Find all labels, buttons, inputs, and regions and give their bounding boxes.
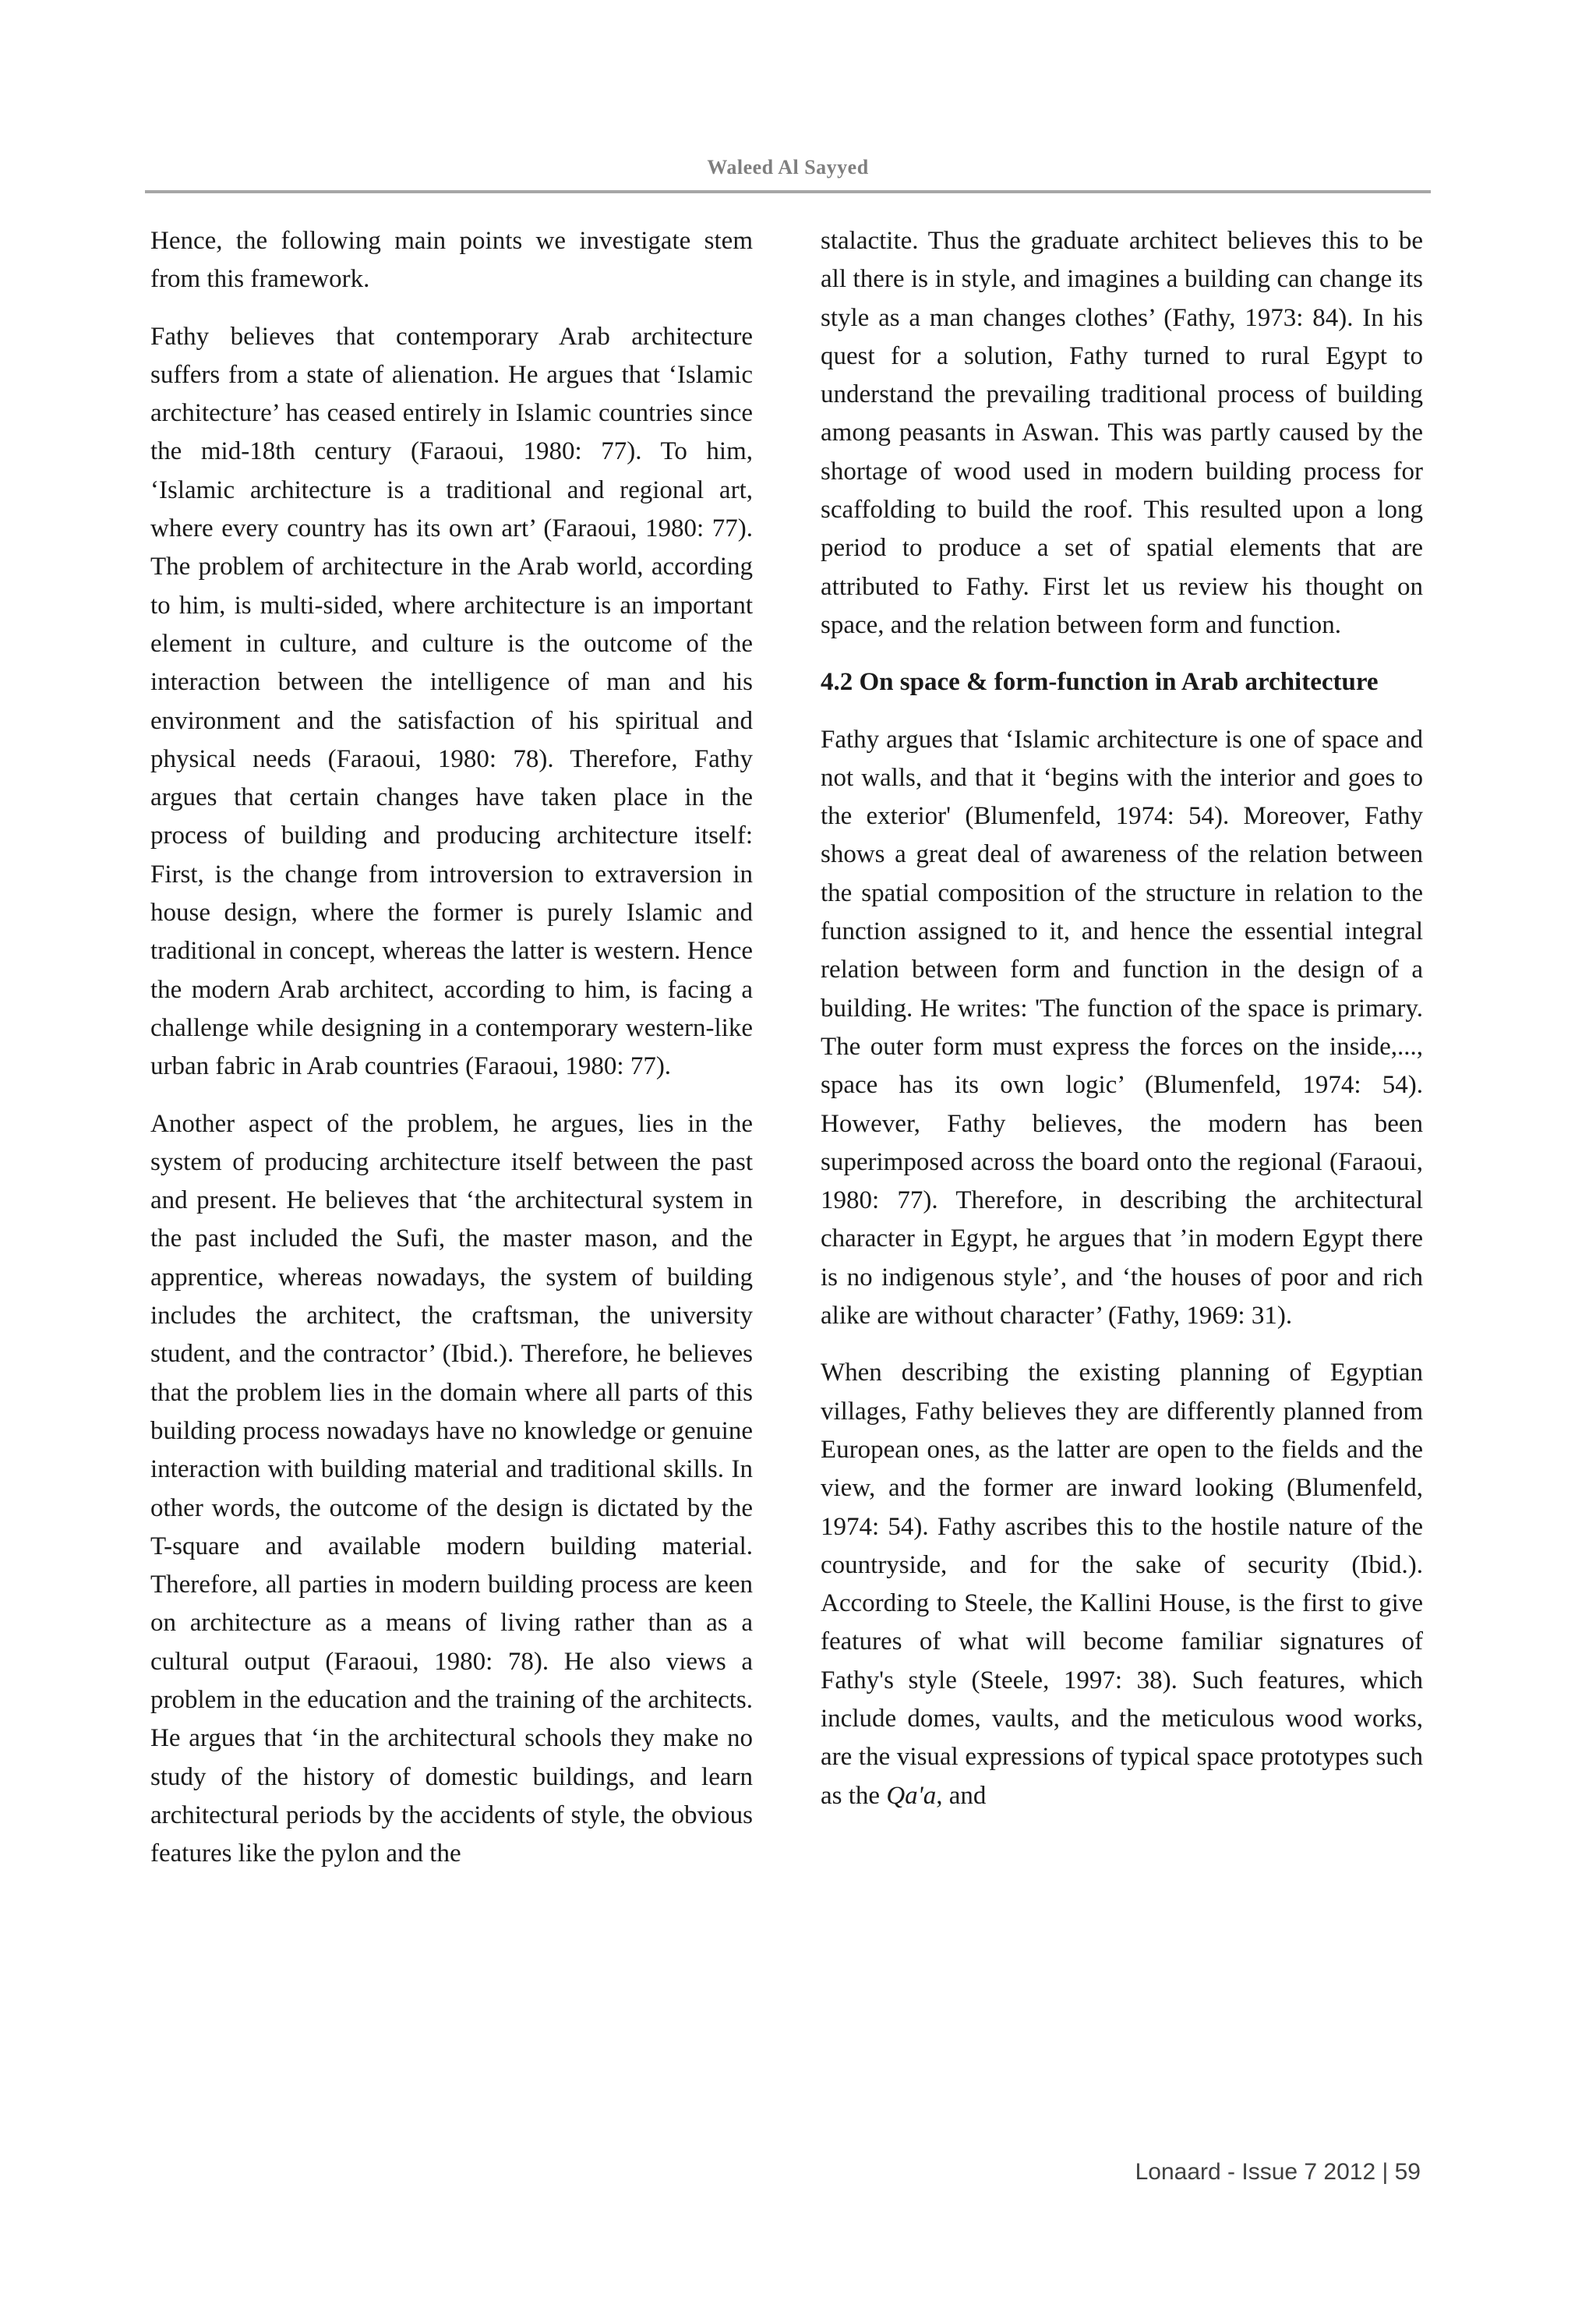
running-head: Waleed Al Sayyed [707,156,869,178]
right-paragraph-3-end: , and [936,1781,987,1810]
right-paragraph-2: Fathy argues that ‘Islamic architecture is one of space and not walls, and that it ‘begins with the interior and goes to the exterior' (Blumenfeld, 1974: 54). Moreover, Fathy shows a great deal of awareness of the relation between the spatial composition of the structure in relation to the function assigned to it, and hence the essential integral relation between form and function in the design of a building. He writes: 'The function of the space is primary. The outer form must express the forces on the inside,..., space has its own logic’ (Blumenfeld, 1974: 54). However, Fathy believes, the modern has been superimposed across the board onto the regional (Faraoui, 1980: 77). Therefore, in describing the architectural character in Egypt, he argues that ’in modern Egypt there is no indigenous style’, and ‘the houses of poor and rich alike are without character’ (Fathy, 1969: 31). [821,725,1423,1330]
section-heading: 4.2 On space & form-function in Arab architecture [821,668,1379,697]
left-paragraph-3: Another aspect of the problem, he argues, lies in the system of producing architecture itself between the past and present. He believes that ‘the architectural system in the past included the Sufi, the master mason, and the apprentice, whereas nowadays, the system of building includes the architect, the craftsman, the university student, and the contractor’ (Ibid.). Therefore, he believes that the problem lies in the domain where all parts of this building process nowadays have no knowledge or genuine interaction with building material and traditional skills. In other words, the outcome of the design is dictated by the T-square and available modern building material. Therefore, all parties in modern building process are keen on architecture as a means of living rather than as a cultural output (Faraoui, 1980: 78). He also views a problem in the education and the training of the architects. He argues that ‘in the architectural schools they make no study of the history of domestic buildings, and learn architectural periods by the accidents of style, the obvious features like the pylon and the [150,1109,753,1868]
italic-term: Qa'a [886,1781,937,1810]
left-paragraph-2: Fathy believes that contemporary Arab architecture suffers from a state of alienation. He argues that ‘Islamic architecture’ has ceased entirely in Islamic countries since the mid-18th century (Faraoui, 1980: 77). To him, ‘Islamic architecture is a traditional and regional art, where every country has its own art’ (Faraoui, 1980: 77). The problem of architecture in the Arab world, according to him, is multi-sided, where architecture is an important element in culture, and culture is the outcome of the interaction between the intelligence of man and his environment and the satisfaction of his spiritual and physical needs (Faraoui, 1980: 78). Therefore, Fathy argues that certain changes have taken place in the process of building and producing architecture itself: First, is the change from introversion to extraversion in house design, where the former is purely Islamic and traditional in concept, whereas the latter is western. Hence the modern Arab architect, according to him, is facing a challenge while designing in a contemporary western-like urban fabric in Arab countries (Faraoui, 1980: 77). [150,322,753,1081]
right-paragraph-3 [821,1354,1423,1815]
left-paragraph-1: Hence, the following main points we investigate stem from this framework. [150,227,753,294]
right-column [821,222,1423,1834]
page-footer: Lonaard - Issue 7 2012 | 59 [1135,2159,1421,2185]
right-paragraph-3-text: When describing the existing planning of Egyptian villages, Fathy believes they are differently planned from European ones, as the latter are open to the fields and the view, and the former are inward looking (Blumenfeld, 1974: 54). Fathy ascribes this to the hostile nature of the countryside, and for the sake of security (Ibid.). According to Steele, the Kallini House, is the first to give features of what will become familiar signatures of Fathy's style (Steele, 1997: 38). Such features, which include domes, vaults, and the meticulous wood works, are the visual expressions of typical space prototypes such as the [821,1359,1423,1810]
right-paragraph-1: stalactite. Thus the graduate architect believes this to be all there is in style, and imagines a building can change its style as a man changes clothes’ (Fathy, 1973: 84). In his quest for a solution, Fathy turned to rural Egypt to understand the prevailing traditional process of building among peasants in Aswan. This was partly caused by the shortage of wood used in modern building process for scaffolding to build the roof. This resulted upon a long period to produce a set of spatial elements that are attributed to Fathy. First let us review his thought on space, and the relation between form and function. [821,227,1423,639]
header-rule [145,190,1431,193]
left-column [150,222,753,1892]
